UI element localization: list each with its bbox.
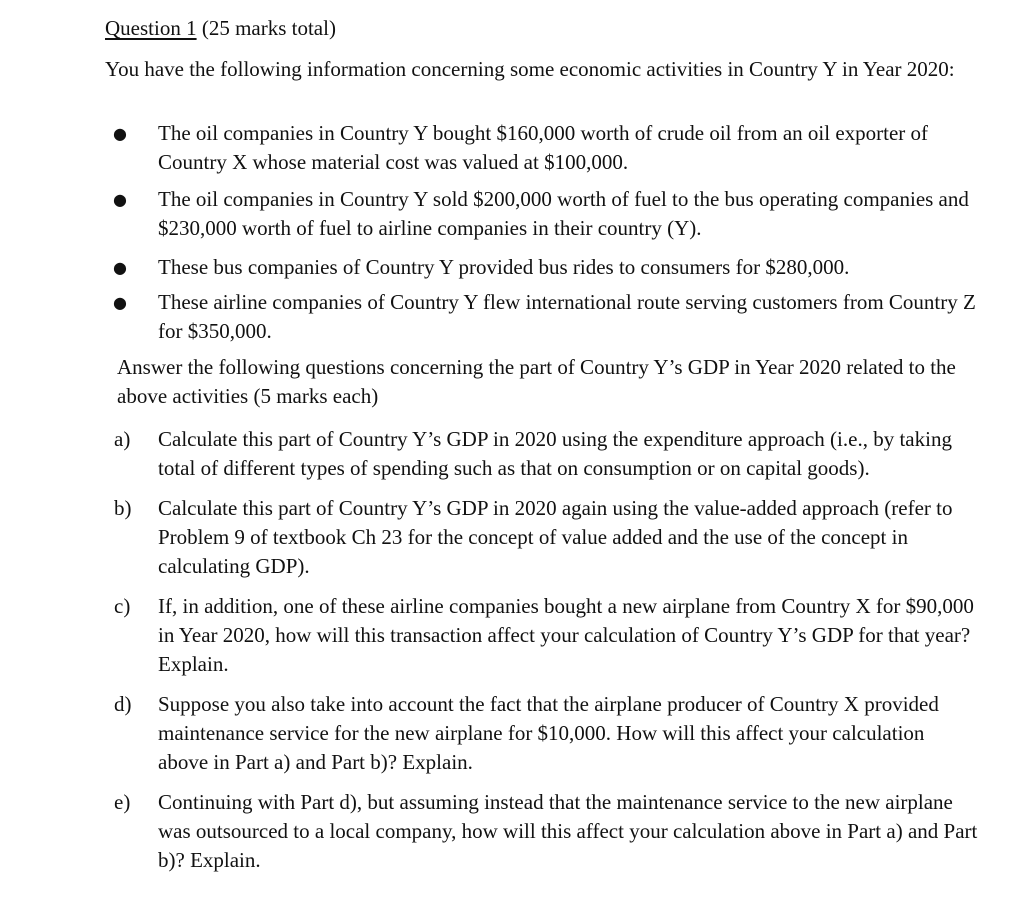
question-part-c xyxy=(0,592,978,679)
part-text: If, in addition, one of these airline companies bought a new airplane from Country X for $90,000 in Year 2020, how will this transaction affect your calculation of Country Y’s GDP for that year? Explain. xyxy=(158,594,974,676)
part-label: b) xyxy=(114,496,132,520)
bullet-text: The oil companies in Country Y sold $200,000 worth of fuel to the bus operating companies and $230,000 worth of fuel to airline companies in their country (Y). xyxy=(158,187,969,240)
part-text: Continuing with Part d), but assuming instead that the maintenance service to the new airplane was outsourced to a local company, how will this affect your calculation above in Part a) and Part b)? Explain. xyxy=(158,790,978,872)
bullet-text: These airline companies of Country Y flew international route serving customers from Country Z for $350,000. xyxy=(158,290,976,343)
bullet-dot-icon: ● xyxy=(113,124,127,143)
question-part-d xyxy=(0,690,978,777)
question-title: Question 1 xyxy=(105,16,197,40)
question-parts xyxy=(0,425,1024,875)
bullet-dot-icon: ● xyxy=(113,190,127,209)
answer-instructions: Answer the following questions concerning the part of Country Y’s GDP in Year 2020 related to the above activities (5 marks each) xyxy=(117,355,956,408)
bullet-text: These bus companies of Country Y provided bus rides to consumers for $280,000. xyxy=(158,255,850,279)
question-heading xyxy=(105,14,336,43)
part-text: Calculate this part of Country Y’s GDP in 2020 again using the value-added approach (refer to Problem 9 of textbook Ch 23 for the concept of value added and the use of the concept in calculating GDP). xyxy=(158,496,953,578)
question-intro: You have the following information concerning some economic activities in Country Y in Year 2020: xyxy=(105,57,955,81)
part-label: e) xyxy=(114,790,131,814)
part-label: c) xyxy=(114,594,131,618)
bullet-item xyxy=(0,185,978,243)
bullet-dot-icon: ● xyxy=(113,258,127,277)
bullet-list xyxy=(0,119,1024,346)
part-text: Suppose you also take into account the fact that the airplane producer of Country X provided maintenance service for the new airplane for $10,000. How will this affect your calculation above in Part a) and Part b)? Explain. xyxy=(158,692,939,774)
question-part-b xyxy=(0,494,978,581)
question-part-a xyxy=(0,425,978,483)
part-label: d) xyxy=(114,692,132,716)
question-marks: (25 marks total) xyxy=(196,16,336,40)
bullet-text: The oil companies in Country Y bought $160,000 worth of crude oil from an oil exporter of Country X whose material cost was valued at $100,000. xyxy=(158,121,929,174)
bullet-item xyxy=(0,253,978,282)
question-part-e xyxy=(0,788,978,875)
part-label: a) xyxy=(114,427,131,451)
bullet-dot-icon: ● xyxy=(113,293,127,312)
part-text: Calculate this part of Country Y’s GDP in 2020 using the expenditure approach (i.e., by taking total of different types of spending such as that on consumption or on capital goods). xyxy=(158,427,952,480)
bullet-item xyxy=(0,119,978,177)
bullet-item xyxy=(0,288,978,346)
